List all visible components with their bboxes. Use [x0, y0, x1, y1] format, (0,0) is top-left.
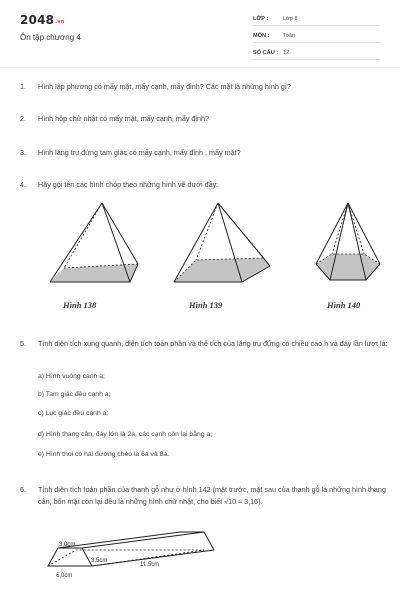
pyramid-figure-140: [308, 198, 388, 293]
figure-caption: Hình 139: [189, 300, 223, 310]
question-number: 5.: [20, 339, 26, 348]
site-logo[interactable]: 2048.vn: [20, 13, 65, 27]
question-number: 6.: [20, 485, 26, 494]
question-text: Hình lăng trụ đứng tam giác có mấy cạnh, mấy đỉnh , mấy mặt?: [38, 148, 241, 157]
worksheet-meta: [253, 12, 380, 63]
meta-value: Lớp 8: [283, 15, 298, 22]
worksheet-title: Ôn tập chương 4: [20, 33, 81, 42]
option-a: a) Hình vuông cạnh a;: [38, 373, 105, 380]
meta-row-class: [253, 12, 380, 26]
meta-key: MÔN :: [253, 32, 270, 39]
pyramid-figure-139: [168, 198, 278, 293]
question-text: Hình hộp chữ nhật có mấy mặt, mấy cạnh, mấy đỉnh?: [38, 114, 210, 123]
question-number: 4.: [20, 180, 26, 189]
meta-value: Toán: [283, 32, 296, 39]
figure-caption: Hình 140: [327, 300, 361, 310]
meta-row-count: [253, 46, 380, 60]
wood-bar-figure: [28, 522, 228, 584]
question-number: 3.: [20, 148, 26, 157]
header-divider: [0, 67, 400, 68]
question-text: Hình lập phương có mấy mặt, mấy cạnh, mấy đỉnh? Các mặt là những hình gì?: [38, 82, 291, 91]
question-text: Hãy gọi tên các hình chóp theo những hình vẽ dưới đây:: [38, 180, 219, 189]
meta-row-subject: [253, 29, 380, 43]
dim-top-label: 3,0cm: [59, 542, 76, 548]
worksheet-header: [0, 0, 400, 66]
pyramid-figure-138: [40, 198, 150, 293]
option-c: c) Lục giác đều cạnh a;: [38, 410, 109, 417]
dim-length-label: 11,5cm: [140, 562, 160, 568]
option-b: b) Tam giác đều cạnh a;: [38, 391, 111, 398]
question-number: 2.: [20, 114, 26, 123]
question-number: 1.: [20, 82, 26, 91]
dim-side-label: 3,5cm: [91, 558, 108, 564]
meta-value: 12: [283, 49, 290, 56]
figure-caption: Hình 138: [63, 300, 97, 310]
meta-key: LỚP :: [253, 15, 269, 22]
option-d: d) Hình thang cân, đáy lớn là 2a, các cạnh còn lại bằng a;: [38, 431, 213, 438]
meta-key: SỐ CÂU :: [253, 49, 279, 56]
option-e: e) Hình thoi có hai đường chéo là 6a và 8a.: [38, 451, 170, 458]
question-text: Tính diện tích xung quanh, diện tích toàn phần và thể tích của lăng trụ đứng có chiều cao h và đáy lần lượt là:: [38, 339, 388, 348]
dim-bottom-label: 6,0cm: [56, 573, 73, 579]
question-text: Tính diện tích toàn phần của thanh gỗ như ở hình 142 (mặt trước, mặt sau của thanh gỗ là những hình thang cân, bốn mặt còn lại đều là những hình chữ nhật, cho biết √10 ≈ 3,16).: [38, 485, 386, 506]
